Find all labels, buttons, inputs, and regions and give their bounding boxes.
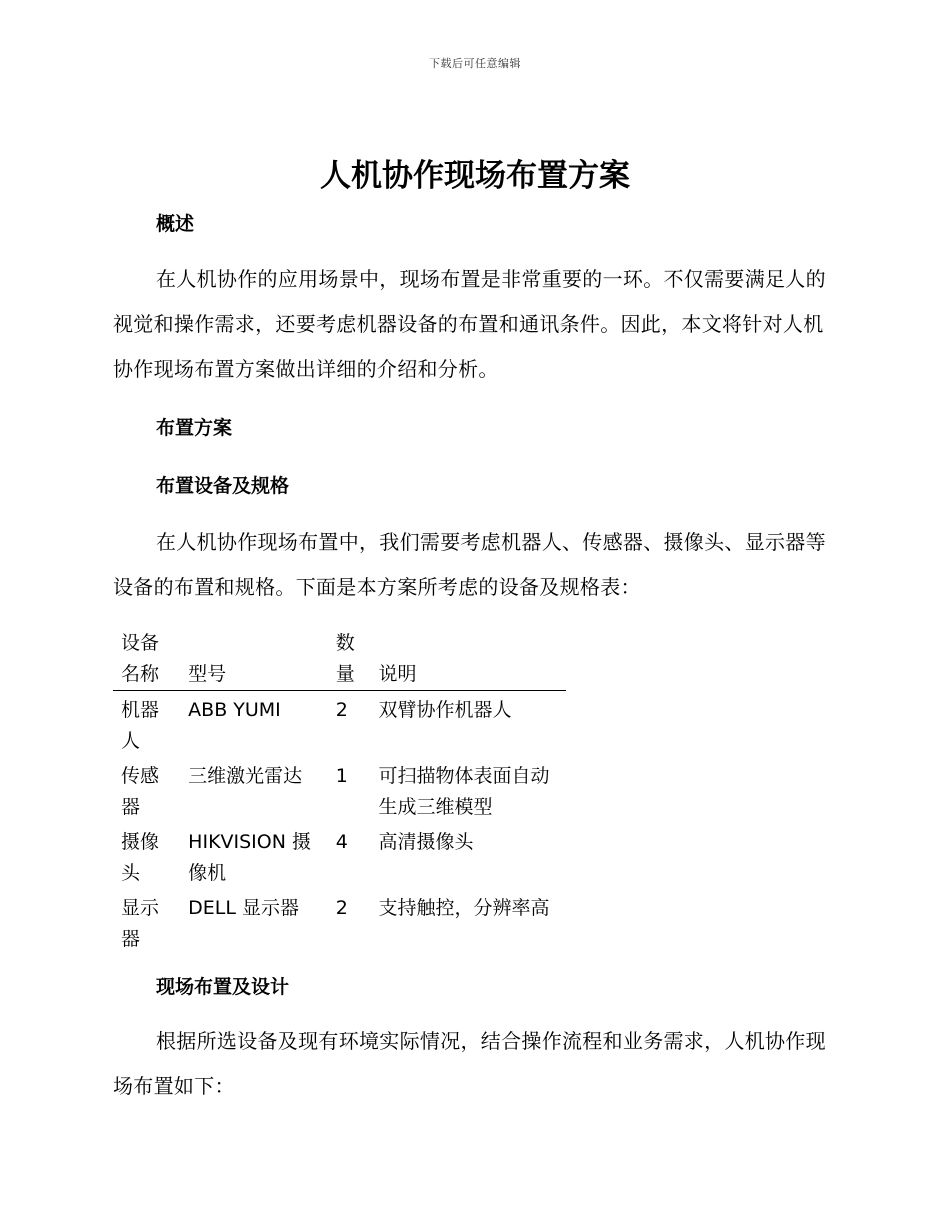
heading-equipment: 布置设备及规格 [156,475,290,497]
table-cell-description: 双臂协作机器人 [378,699,512,721]
column-header-device-name: 设备名称 [113,628,180,691]
paragraph-overview: 在人机协作的应用场景中，现场布置是非常重要的一环。不仅需要满足人的视觉和操作需求，还要考虑机器设备的布置和通讯条件。因此，本文将针对人机协作现场布置方案做出详细的介绍和分析。 [113,267,826,381]
table-row [113,823,566,889]
table-row [113,889,566,955]
heading-overview: 概述 [156,213,195,235]
document-title: 人机协作现场布置方案 [320,158,630,194]
table-cell-quantity: 2 [335,699,348,721]
table-cell-model: ABB YUMI [188,699,281,721]
table-cell-description: 支持触控，分辨率高 [378,897,550,919]
table-cell-model: HIKVISION 摄像机 [188,831,311,884]
heading-plan: 布置方案 [156,417,233,439]
table-cell-description: 可扫描物体表面自动生成三维模型 [378,765,550,818]
table-row [113,691,566,758]
page-header-note: 下载后可任意编辑 [429,57,521,70]
table-cell-device: 显示器 [121,897,160,950]
table-row [113,757,566,823]
table-cell-model: 三维激光雷达 [188,765,303,787]
heading-layout: 现场布置及设计 [156,976,290,998]
table-cell-quantity: 1 [335,765,348,787]
table-cell-device: 传感器 [121,765,160,818]
paragraph-layout: 根据所选设备及现有环境实际情况，结合操作流程和业务需求，人机协作现场布置如下： [113,1029,826,1098]
paragraph-equipment: 在人机协作现场布置中，我们需要考虑机器人、传感器、摄像头、显示器等设备的布置和规格。下面是本方案所考虑的设备及规格表： [113,530,826,599]
table-cell-quantity: 2 [335,897,348,919]
equipment-spec-table [113,628,566,955]
table-cell-device: 机器人 [121,699,160,752]
table-cell-device: 摄像头 [121,831,160,884]
table-cell-quantity: 4 [335,831,348,853]
table-cell-description: 高清摄像头 [378,831,474,853]
column-header-description: 说明 [371,628,566,691]
column-header-quantity: 数量 [328,628,371,691]
table-cell-model: DELL 显示器 [188,897,300,919]
column-header-model: 型号 [180,628,328,691]
table-header-row [113,628,566,691]
